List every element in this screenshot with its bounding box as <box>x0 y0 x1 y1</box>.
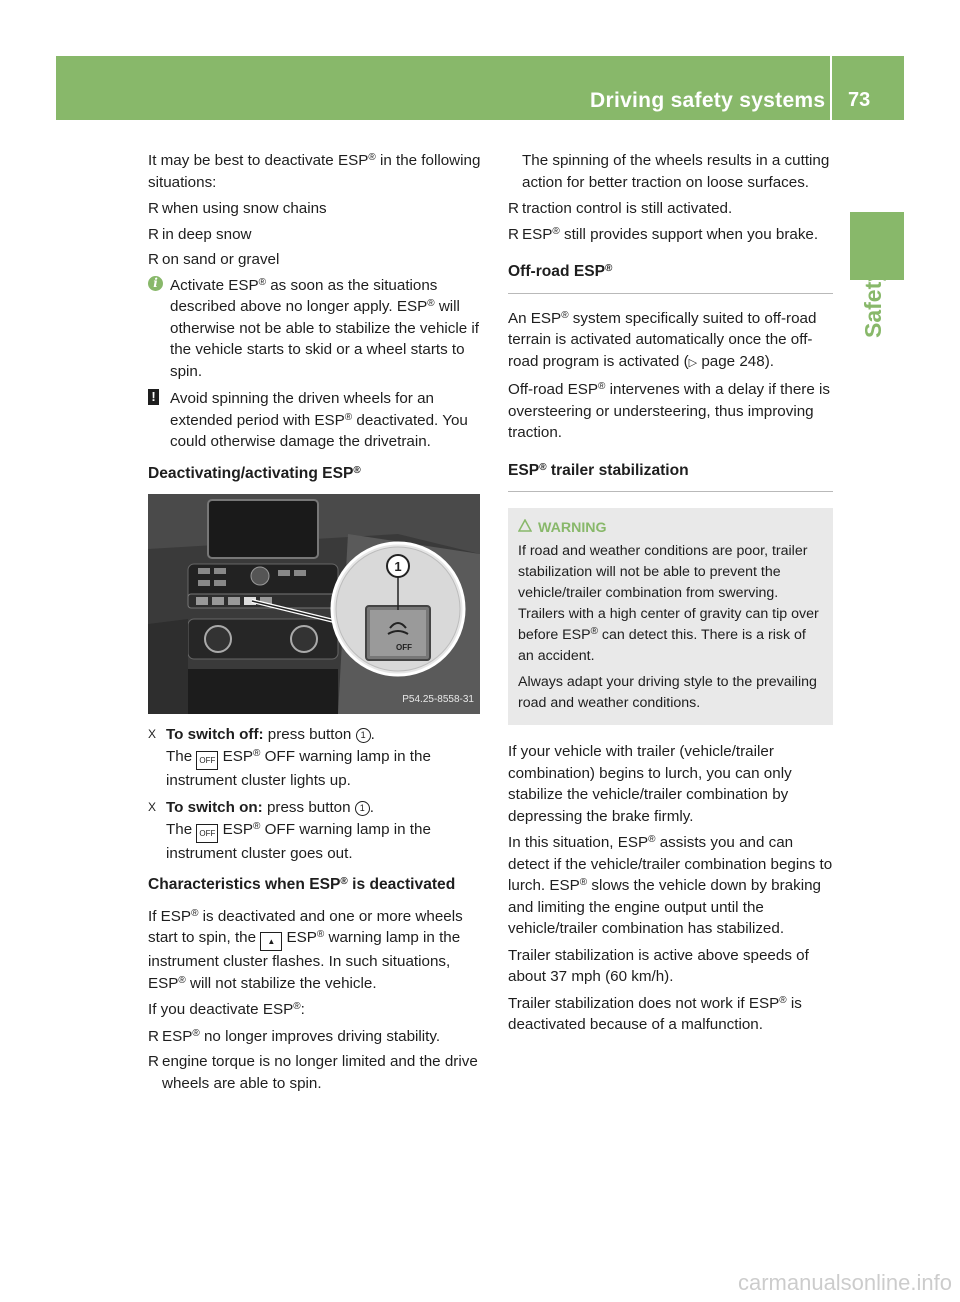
callout-1-icon: 1 <box>355 801 370 816</box>
chapter-label: Safety <box>860 268 886 338</box>
step-arrow-icon: X <box>148 800 157 814</box>
warning-title: WARNING <box>518 518 823 539</box>
warning-box <box>508 508 833 725</box>
offroad-paragraph-2: Off-road ESP® intervenes with a delay if there is oversteering or understeering, thus improving traction. <box>508 381 830 441</box>
section-title: Driving safety systems <box>590 89 826 112</box>
warning-triangle-icon <box>518 518 532 539</box>
esp-lamp-icon: ▲ <box>260 932 282 951</box>
intro-paragraph: It may be best to deactivate ESP® in the following situations: <box>148 152 481 191</box>
header-separator <box>830 56 832 120</box>
right-column <box>508 150 833 1041</box>
callout-number: 1 <box>394 559 402 574</box>
page-reference-link[interactable]: page 248). <box>697 352 774 370</box>
heading-deactivating: Deactivating/activating ESP® <box>148 464 361 482</box>
list-item: R engine torque is no longer limited and the drive wheels are able to spin. <box>148 1053 478 1092</box>
list-item: R ESP® no longer improves driving stability. <box>148 1027 441 1045</box>
info-note: i Activate ESP® as soon as the situations described above no longer apply. ESP® will otherwise not be able to stabilize the vehicle if the vehicle starts to skid or a wheel starts to spin. <box>148 275 483 383</box>
warning-text-2: Always adapt your driving style to the prevailing road and weather conditions. <box>518 674 817 711</box>
caution-note: ! Avoid spinning the driven wheels for an extended period with ESP® deactivated. You could otherwise damage the drivetrain. <box>148 388 483 453</box>
dashboard-photo <box>148 494 480 714</box>
warning-text-1: If road and weather conditions are poor, trailer stabilization will not be able to prevent the vehicle/trailer combination from swerving. Trailers with a high center of gravity can tip over before ESP® can detect this. There is a risk of an accident. <box>518 543 819 664</box>
esp-button-illustration <box>148 494 480 714</box>
heading-trailer: ESP® trailer stabilization <box>508 460 833 493</box>
esp-off-lamp-icon: OFF <box>196 751 218 770</box>
button-off-text: OFF <box>396 643 412 652</box>
list-item: R in deep snow <box>148 225 252 243</box>
offroad-paragraph-1: An ESP® system specifically suited to off-road terrain is activated automatically once the off-road program is activated (▷ page 248). <box>508 309 817 370</box>
list-item: R on sand or gravel <box>148 251 280 268</box>
list-item: R when using snow chains <box>148 200 327 217</box>
list-item: R traction control is still activated. <box>508 200 733 217</box>
continued-paragraph: The spinning of the wheels results in a cutting action for better traction on loose surfaces. <box>522 152 830 191</box>
page-number: 73 <box>848 89 871 111</box>
left-column <box>148 150 483 1098</box>
page-ref-arrow-icon: ▷ <box>688 356 698 369</box>
heading-characteristics: Characteristics when ESP® is deactivated <box>148 876 456 893</box>
info-icon: i <box>148 276 163 291</box>
heading-offroad: Off-road ESP® <box>508 261 833 294</box>
lurch-paragraph: If your vehicle with trailer (vehicle/trailer combination) begins to lurch, you can only stabilize the vehicle/trailer combination by depressing the brake firmly. <box>508 743 792 825</box>
list-item: R ESP® still provides support when you brake. <box>508 225 819 243</box>
esp-off-lamp-icon: OFF <box>196 824 218 843</box>
characteristics-paragraph: If ESP® is deactivated and one or more wheels start to spin, the ▲ ESP® warning lamp in the instrument cluster flashes. In such situations, ESP® will not stabilize the vehicle. <box>148 907 463 992</box>
speed-paragraph: Trailer stabilization is active above speeds of about 37 mph (60 km/h). <box>508 946 809 985</box>
malfunction-paragraph: Trailer stabilization does not work if ESP® is deactivated because of a malfunction. <box>508 994 802 1033</box>
situation-paragraph: In this situation, ESP® assists you and can detect if the vehicle/trailer combination begins to lurch. ESP® slows the vehicle down by braking and limiting the engine output until the vehicle/trailer combination has stabilized. <box>508 834 833 937</box>
step-switch-on: X To switch on: press button 1 . The OFF ESP® OFF warning lamp in the instrument cluster goes out. <box>148 799 431 862</box>
image-code: P54.25-8558-31 <box>402 693 474 705</box>
callout-1-icon: 1 <box>356 728 371 743</box>
if-deactivate-paragraph: If you deactivate ESP®: <box>148 1001 305 1018</box>
step-switch-off: X To switch off: press button 1 . The OFF ESP® OFF warning lamp in the instrument cluster lights up. <box>148 726 431 789</box>
watermark: carmanualsonline.info <box>737 1270 952 1295</box>
exclamation-icon: ! <box>148 389 159 405</box>
step-arrow-icon: X <box>148 727 157 741</box>
